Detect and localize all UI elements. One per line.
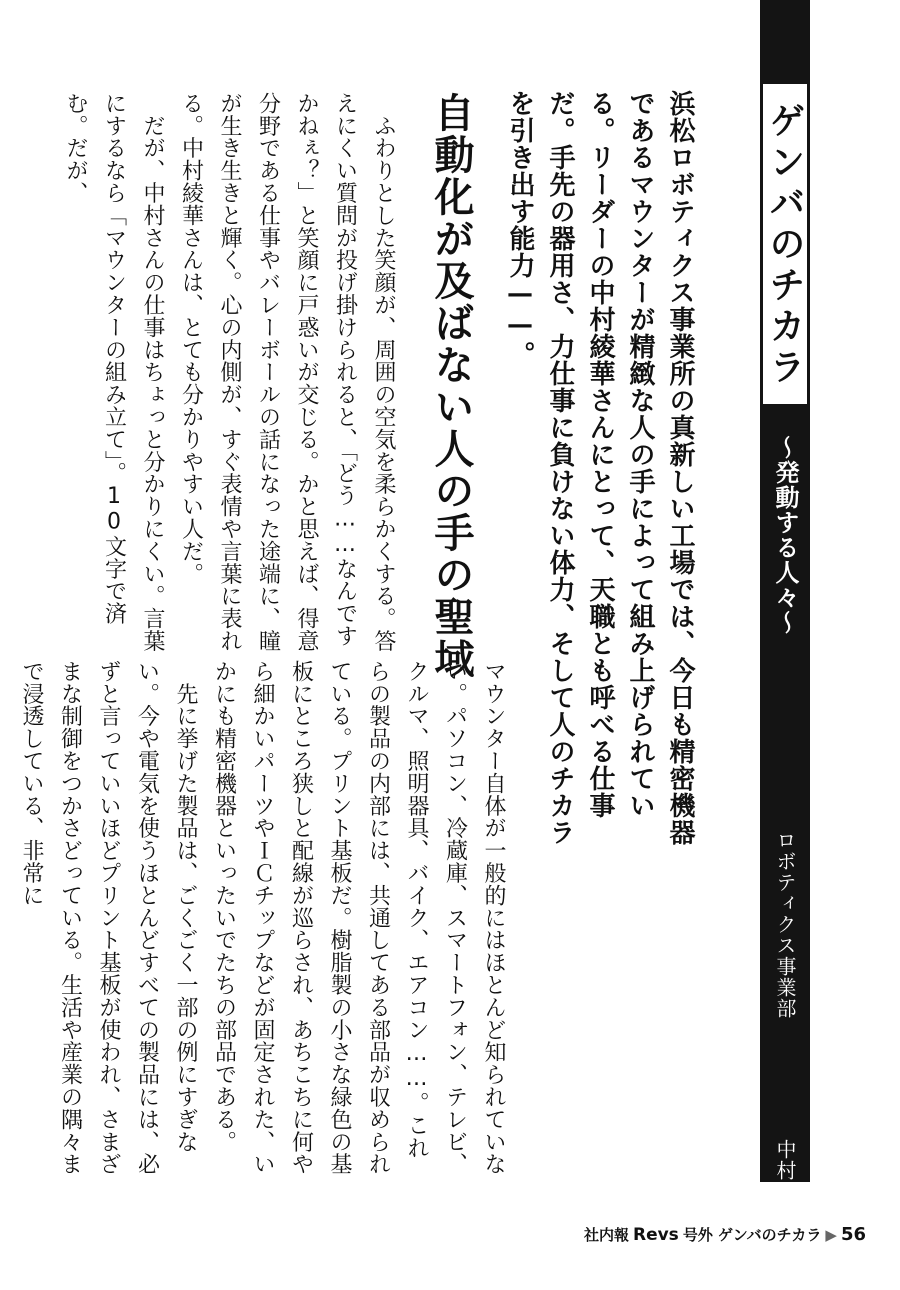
body-upper-paragraph-2: だが、中村さんの仕事はちょっと分かりにくい。言葉にするなら「マウンターの組み立て」。10文字で済む。だが、 xyxy=(63,92,165,652)
article-headline: 自動化が及ばない人の手の聖域 xyxy=(428,92,474,680)
footer-brand: Revs xyxy=(632,1224,679,1245)
body-lower-paragraph-2: 先に挙げた製品は、ごくごく一部の例にすぎない。今や電気を使うほとんどすべての製品には、必ずと言っていいほどプリント基板が使われ、さまざまな制御をつかさどっている。生活や産業の隅々まで浸透している、非常に xyxy=(19,660,198,1176)
lead-paragraph xyxy=(505,90,700,850)
body-lower-paragraph-1: マウンター自体が一般的にはほとんど知られていない。パソコン、冷蔵庫、スマートフォン、テレビ、クルマ、照明器具、バイク、エアコン……。これらの製品の内部には、共通してある部品が収められている。プリント基板だ。樹脂製の小さな緑色の基板にところ狭しと配線が巡らされ、あちこちに何やら細かいパーツやＩＣチップなどが固定された、いかにも精密機器といったいでたちの部品である。 xyxy=(211,660,506,1176)
page-number: 56 xyxy=(840,1224,866,1245)
body-lower xyxy=(19,660,512,1180)
footer-prefix: 社内報 xyxy=(583,1226,629,1244)
body-upper xyxy=(63,92,402,652)
page-footer xyxy=(584,1224,866,1245)
footer-suffix: 号外 ゲンバのチカラ xyxy=(682,1226,822,1244)
lead-text: 浜松ロボティクス事業所の真新しい工場では、今日も精密機器であるマウンターが精緻な人の手によって組み上げられている。リーダーの中村綾華さんにとって、天職とも呼べる仕事だ。手先の器用さ、力仕事に負けない体力、そして人のチカラを引き出す能力——。 xyxy=(505,90,695,846)
series-title: ゲンバのチカラ xyxy=(764,101,806,389)
body-upper-paragraph-1: ふわりとした笑顔が、周囲の空気を柔らかくする。答えにくい質問が投げ掛けられると、「どう……なんですかねぇ？」と笑顔に戸惑いが交じる。かと思えば、得意分野である仕事やバレーボールの話になった途端に、瞳が生き生きと輝く。心の内側が、すぐ表情や言葉に表れる。中村綾華さんは、とても分かりやすい人だ。 xyxy=(178,92,396,652)
profile-caption xyxy=(763,830,807,1290)
profile-department: ロボティクス事業部 xyxy=(773,830,797,1019)
series-subtitle: 〜発動する人々〜 xyxy=(771,435,799,635)
profile-name: 中村 綾華さん xyxy=(773,1139,797,1290)
page-arrow-icon: ▶ xyxy=(825,1225,837,1244)
